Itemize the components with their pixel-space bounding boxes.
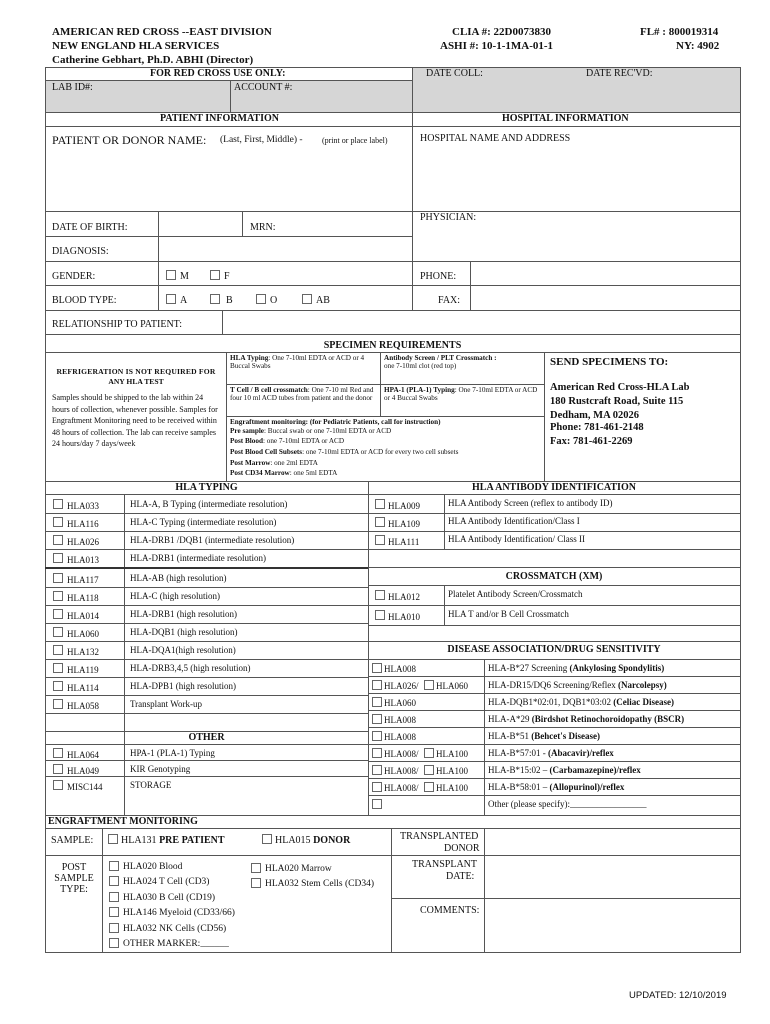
crossmatch-requirement: T Cell / B cell crossmatch: One 7-10 ml Red and four 10 ml ACD tubes from patient and the donor xyxy=(230,386,374,403)
donor-checkbox[interactable] xyxy=(262,834,272,844)
hla-typing-divider xyxy=(45,567,368,569)
disease-checkbox-secondary[interactable] xyxy=(424,782,434,792)
post-sample-checkbox[interactable] xyxy=(109,923,119,933)
grid-line xyxy=(368,567,740,568)
grid-line xyxy=(368,625,740,626)
grid-line xyxy=(45,623,368,624)
grid-line xyxy=(368,513,740,514)
hla-typing-code: HLA118 xyxy=(67,593,99,603)
org-name: AMERICAN RED CROSS --EAST DIVISION xyxy=(52,26,272,38)
disease-code: HLA008 xyxy=(384,715,416,725)
grid-line xyxy=(45,659,368,660)
other-code: HLA049 xyxy=(67,766,99,776)
disease-code: HLA008/ xyxy=(384,766,419,776)
blood-a-label: A xyxy=(180,295,188,306)
hla-typing-requirement: HLA Typing: One 7-10ml EDTA or ACD or 4 Buccal Swabs xyxy=(230,354,365,371)
antibody-id-code: HLA111 xyxy=(388,537,420,547)
grid-line xyxy=(45,587,368,588)
antibody-id-desc: HLA Antibody Screen (reflex to antibody ID) xyxy=(448,498,613,508)
disease-code-secondary: HLA100 xyxy=(436,766,468,776)
gender-m-label: M xyxy=(180,271,189,282)
physician-label: PHYSICIAN: xyxy=(420,212,477,223)
grid-line xyxy=(368,531,740,532)
transplanted-donor-label1: TRANSPLANTED xyxy=(400,831,479,842)
patient-name-field[interactable] xyxy=(50,150,408,208)
hla-typing-checkbox[interactable] xyxy=(53,663,63,673)
specimen-title: SPECIMEN REQUIREMENTS xyxy=(323,340,462,351)
hla-typing-checkbox[interactable] xyxy=(53,645,63,655)
grid-line xyxy=(368,744,740,745)
fax-label: FAX: xyxy=(438,295,461,306)
other-checkbox[interactable] xyxy=(53,780,63,790)
grid-line xyxy=(45,549,368,550)
mrn-field[interactable] xyxy=(284,213,410,235)
account-label: ACCOUNT #: xyxy=(234,82,293,93)
disease-code: HLA026/ xyxy=(384,681,419,691)
hla-typing-desc: HLA-DQA1(high resolution) xyxy=(130,645,236,655)
post-sample-label3: TYPE: xyxy=(60,884,88,895)
grid-line xyxy=(45,695,368,696)
disease-code-secondary: HLA100 xyxy=(436,749,468,759)
grid-line xyxy=(45,760,368,761)
disease-checkbox[interactable] xyxy=(372,782,382,792)
physician-field[interactable] xyxy=(490,213,736,259)
grid-line xyxy=(368,693,740,694)
grid-line xyxy=(368,727,740,728)
crossmatch-title: CROSSMATCH (XM) xyxy=(505,571,603,582)
blood-o-label: O xyxy=(270,295,278,306)
grid-line xyxy=(368,795,740,796)
hla-typing-code: HLA116 xyxy=(67,519,99,529)
hospital-info-title: HOSPITAL INFORMATION xyxy=(502,113,629,124)
grid-line xyxy=(45,713,368,714)
hla-typing-desc: HLA-DRB3,4,5 (high resolution) xyxy=(130,663,251,673)
hla-typing-code: HLA033 xyxy=(67,501,99,511)
gender-label: GENDER: xyxy=(52,271,96,282)
post-sample-item: HLA032 NK Cells (CD56) xyxy=(123,923,227,934)
lab-id-label: LAB ID#: xyxy=(52,82,93,93)
gender-f-checkbox[interactable] xyxy=(210,270,220,280)
ny-number: NY: 4902 xyxy=(676,40,720,52)
grid-line xyxy=(45,513,368,514)
disease-desc: HLA-B*15:02 – (Carbamazepine)/reflex xyxy=(488,765,641,775)
antibody-id-desc: HLA Antibody Identification/ Class II xyxy=(448,534,585,544)
relationship-field[interactable] xyxy=(224,312,736,332)
hla-typing-checkbox[interactable] xyxy=(53,573,63,583)
grid-line xyxy=(368,710,740,711)
grid-line xyxy=(45,776,368,777)
disease-desc: HLA-B*57:01 - (Abacavir)/reflex xyxy=(488,748,614,758)
hla-typing-desc: HLA-DRB1 (high resolution) xyxy=(130,609,237,619)
fl-number: FL# : 800019314 xyxy=(640,26,719,38)
phone-field[interactable] xyxy=(472,263,736,283)
hla-typing-code: HLA119 xyxy=(67,665,99,675)
hospital-name-field[interactable] xyxy=(416,148,736,206)
ashi-number: ASHI #: 10-1-1MA-01-1 xyxy=(440,40,554,52)
hla-typing-checkbox[interactable] xyxy=(53,553,63,563)
disease-checkbox[interactable] xyxy=(372,765,382,775)
patient-name-hint: (Last, First, Middle) - xyxy=(220,135,303,145)
cell-subsets-requirement: Post Blood Cell Subsets: one 7-10ml EDTA or ACD for every two cell subsets xyxy=(230,448,459,456)
transplant-date-label2: DATE: xyxy=(446,871,475,882)
disease-code: HLA008 xyxy=(384,732,416,742)
send-phone: Phone: 781-461-2148 xyxy=(550,422,644,433)
date-coll-field[interactable] xyxy=(414,82,574,110)
antibody-id-checkbox[interactable] xyxy=(375,535,385,545)
disease-code-secondary: HLA100 xyxy=(436,783,468,793)
clia-number: CLIA #: 22D0073830 xyxy=(452,26,552,38)
grid-line xyxy=(368,605,740,606)
disease-checkbox-secondary[interactable] xyxy=(424,680,434,690)
red-cross-use-title: FOR RED CROSS USE ONLY: xyxy=(150,68,286,79)
hla-typing-checkbox[interactable] xyxy=(53,499,63,509)
hpa-requirement: HPA-1 (PLA-1) Typing: One 7-10ml EDTA or ACD or 4 Buccal Swabs xyxy=(384,386,538,403)
grid-line xyxy=(45,605,368,606)
post-sample-checkbox[interactable] xyxy=(109,876,119,886)
hla-typing-desc: HLA-AB (high resolution) xyxy=(130,573,227,583)
other-desc: KIR Genotyping xyxy=(130,764,191,774)
disease-code: HLA060 xyxy=(384,698,416,708)
grid-line xyxy=(368,676,740,677)
other-title: OTHER xyxy=(188,732,225,743)
refrigeration-title2: ANY HLA TEST xyxy=(108,377,164,386)
pre-sample-requirement: Pre sample: Buccal swab or one 7-10ml EDTA or ACD xyxy=(230,427,392,435)
crossmatch-desc: Platelet Antibody Screen/Crossmatch xyxy=(448,589,583,599)
disease-code: HLA008/ xyxy=(384,749,419,759)
antibody-id-code: HLA009 xyxy=(388,501,420,511)
hla-typing-desc: HLA-A, B Typing (intermediate resolution) xyxy=(130,499,288,509)
hla-typing-code: HLA014 xyxy=(67,611,99,621)
disease-checkbox-secondary[interactable] xyxy=(424,748,434,758)
post-marrow-requirement: Post Marrow: one 2ml EDTA xyxy=(230,459,318,467)
refrigeration-note: Samples should be shipped to the lab within 24 hours of collection, whenever possible. Samples for Engraftment Monitoring need to be received within 48 hours of collection. The lab can receive samples 24 hours/day 7 days/week xyxy=(52,393,218,449)
hla-typing-desc: HLA-DQB1 (high resolution) xyxy=(130,627,238,637)
diagnosis-label: DIAGNOSIS: xyxy=(52,246,109,257)
disease-desc: HLA-B*58:01 – (Allopurinol)/reflex xyxy=(488,782,625,792)
engraftment-requirement-title: Engraftment monitoring: (for Pediatric Patients, call for instruction) xyxy=(230,418,441,426)
patient-name-label: PATIENT OR DONOR NAME: xyxy=(52,133,207,147)
hla-typing-code: HLA026 xyxy=(67,537,99,547)
hla-typing-checkbox[interactable] xyxy=(53,591,63,601)
mrn-label: MRN: xyxy=(250,222,276,233)
disease-checkbox[interactable] xyxy=(372,680,382,690)
post-sample-checkbox[interactable] xyxy=(251,863,261,873)
blood-type-label: BLOOD TYPE: xyxy=(52,295,117,306)
hla-typing-checkbox[interactable] xyxy=(53,609,63,619)
cd34-requirement: Post CD34 Marrow: one 5ml EDTA xyxy=(230,469,338,477)
antibody-id-code: HLA109 xyxy=(388,519,420,529)
pre-patient-checkbox[interactable] xyxy=(108,834,118,844)
blood-b-label: B xyxy=(226,295,233,306)
account-field[interactable] xyxy=(300,82,408,110)
date-recvd-label: DATE REC'VD: xyxy=(586,68,653,79)
relationship-label: RELATIONSHIP TO PATIENT: xyxy=(52,319,183,330)
blood-a-checkbox[interactable] xyxy=(166,294,176,304)
crossmatch-desc: HLA T and/or B Cell Crossmatch xyxy=(448,609,569,619)
comments-field[interactable] xyxy=(486,900,738,950)
hla-typing-code: HLA013 xyxy=(67,555,99,565)
post-sample-item: HLA020 Marrow xyxy=(265,864,332,874)
send-fax: Fax: 781-461-2269 xyxy=(550,436,633,447)
lab-id-field[interactable] xyxy=(100,82,226,110)
grid-line xyxy=(45,677,368,678)
disease-checkbox[interactable] xyxy=(372,714,382,724)
date-coll-label: DATE COLL: xyxy=(426,68,483,79)
hla-typing-code: HLA117 xyxy=(67,575,99,585)
antibody-id-checkbox[interactable] xyxy=(375,499,385,509)
comments-label: COMMENTS: xyxy=(420,905,480,916)
hla-typing-code: HLA132 xyxy=(67,647,99,657)
disease-code: HLA008 xyxy=(384,664,416,674)
transplanted-donor-field[interactable] xyxy=(486,830,738,853)
hla-typing-code: HLA114 xyxy=(67,683,99,693)
post-sample-item: HLA032 Stem Cells (CD34) xyxy=(265,879,374,890)
phone-label: PHONE: xyxy=(420,271,457,282)
antibody-id-title: HLA ANTIBODY IDENTIFICATION xyxy=(472,482,636,493)
blood-ab-checkbox[interactable] xyxy=(302,294,312,304)
send-address2: Dedham, MA 02026 xyxy=(550,410,639,421)
hla-typing-desc: HLA-DRB1 (intermediate resolution) xyxy=(130,553,266,563)
hospital-name-label: HOSPITAL NAME AND ADDRESS xyxy=(420,133,571,144)
post-sample-item: HLA020 Blood xyxy=(123,862,183,872)
other-checkbox[interactable] xyxy=(53,748,63,758)
org-service: NEW ENGLAND HLA SERVICES xyxy=(52,40,220,52)
antibody-requirement: Antibody Screen / PLT Crossmatch : one 7-10ml clot (red top) xyxy=(384,354,497,371)
org-director: Catherine Gebhart, Ph.D. ABHI (Director) xyxy=(52,54,254,66)
crossmatch-code: HLA012 xyxy=(388,592,420,602)
hla-typing-checkbox[interactable] xyxy=(53,699,63,709)
post-sample-item: OTHER MARKER:______ xyxy=(123,939,229,949)
hla-typing-title: HLA TYPING xyxy=(175,482,238,493)
blood-ab-label: AB xyxy=(316,295,330,306)
grid-line xyxy=(45,641,368,642)
post-sample-checkbox[interactable] xyxy=(109,892,119,902)
blood-b-checkbox[interactable] xyxy=(210,294,220,304)
refrigeration-title: REFRIGERATION IS NOT REQUIRED FOR xyxy=(56,367,216,376)
disease-desc: HLA-DQB1*02:01, DQB1*03:02 (Celiac Disease) xyxy=(488,697,674,707)
post-blood-requirement: Post Blood: one 7-10ml EDTA or ACD xyxy=(230,437,345,445)
disease-desc: HLA-B*51 (Behcet's Disease) xyxy=(488,731,600,741)
grid-line xyxy=(45,531,368,532)
other-code: HLA064 xyxy=(67,750,99,760)
send-specimens-title: SEND SPECIMENS TO: xyxy=(550,356,669,368)
hla-typing-code: HLA060 xyxy=(67,629,99,639)
other-checkbox[interactable] xyxy=(53,764,63,774)
grid-line xyxy=(368,761,740,762)
grid-line xyxy=(368,549,740,550)
transplant-date-label1: TRANSPLANT xyxy=(412,859,478,870)
other-desc: STORAGE xyxy=(130,780,172,790)
grid-line xyxy=(368,778,740,779)
hla-typing-desc: HLA-C Typing (intermediate resolution) xyxy=(130,517,277,527)
post-sample-checkbox[interactable] xyxy=(109,861,119,871)
hla-typing-checkbox[interactable] xyxy=(53,517,63,527)
hla-typing-code: HLA058 xyxy=(67,701,99,711)
post-sample-checkbox[interactable] xyxy=(109,938,119,948)
hla-typing-desc: HLA-C (high resolution) xyxy=(130,591,220,601)
disease-checkbox[interactable] xyxy=(372,731,382,741)
engraftment-title: ENGRAFTMENT MONITORING xyxy=(48,816,198,827)
post-sample-checkbox[interactable] xyxy=(109,907,119,917)
gender-f-label: F xyxy=(224,271,230,282)
patient-info-title: PATIENT INFORMATION xyxy=(160,113,279,124)
donor-label: HLA015 DONOR xyxy=(275,835,351,846)
dob-label: DATE OF BIRTH: xyxy=(52,222,128,233)
disease-checkbox[interactable] xyxy=(372,663,382,673)
sample-label: SAMPLE: xyxy=(51,835,94,846)
gender-m-checkbox[interactable] xyxy=(166,270,176,280)
grid-line xyxy=(45,744,368,745)
grid-line xyxy=(368,659,740,660)
disease-other-specify: Other (please specify):_________________ xyxy=(488,799,647,809)
diagnosis-field[interactable] xyxy=(160,238,410,260)
hla-typing-desc: Transplant Work-up xyxy=(130,699,203,709)
fax-field[interactable] xyxy=(472,287,736,307)
post-sample-item: HLA030 B Cell (CD19) xyxy=(123,892,216,903)
post-sample-label2: SAMPLE xyxy=(54,873,94,884)
hla-typing-checkbox[interactable] xyxy=(53,627,63,637)
send-org: American Red Cross-HLA Lab xyxy=(550,382,690,393)
crossmatch-checkbox[interactable] xyxy=(375,590,385,600)
date-recvd-field[interactable] xyxy=(576,82,738,110)
disease-code: HLA008/ xyxy=(384,783,419,793)
hla-typing-desc: HLA-DRB1 /DQB1 (intermediate resolution) xyxy=(130,535,295,545)
send-address1: 180 Rustcraft Road, Suite 115 xyxy=(550,396,684,407)
pre-patient-label: HLA131 PRE PATIENT xyxy=(121,835,225,846)
disease-checkbox[interactable] xyxy=(372,748,382,758)
hla-typing-desc: HLA-DPB1 (high resolution) xyxy=(130,681,236,691)
crossmatch-checkbox[interactable] xyxy=(375,610,385,620)
patient-name-hint2: (print or place label) xyxy=(322,136,388,145)
dob-field[interactable] xyxy=(160,213,240,235)
grid-line xyxy=(368,641,740,642)
disease-desc: HLA-B*27 Screening (Ankylosing Spondylitis) xyxy=(488,663,665,673)
transplanted-donor-label2: DONOR xyxy=(444,843,480,854)
post-sample-checkbox[interactable] xyxy=(251,878,261,888)
disease-title: DISEASE ASSOCIATION/DRUG SENSITIVITY xyxy=(447,644,661,655)
disease-desc: HLA-DR15/DQ6 Screening/Reflex (Narcolepsy) xyxy=(488,680,667,690)
disease-code-secondary: HLA060 xyxy=(436,681,468,691)
post-sample-label1: POST xyxy=(61,862,87,873)
antibody-id-desc: HLA Antibody Identification/Class I xyxy=(448,516,580,526)
post-sample-item: HLA146 Myeloid (CD33/66) xyxy=(123,908,235,919)
disease-checkbox-secondary[interactable] xyxy=(424,765,434,775)
hla-typing-checkbox[interactable] xyxy=(53,535,63,545)
blood-o-checkbox[interactable] xyxy=(256,294,266,304)
disease-checkbox[interactable] xyxy=(372,697,382,707)
other-code: MISC144 xyxy=(67,782,103,792)
disease-other-checkbox[interactable] xyxy=(372,799,382,809)
grid-line xyxy=(368,585,740,586)
updated-date: UPDATED: 12/10/2019 xyxy=(629,990,727,1001)
antibody-id-checkbox[interactable] xyxy=(375,517,385,527)
post-sample-item: HLA024 T Cell (CD3) xyxy=(123,877,210,888)
transplant-date-field[interactable] xyxy=(486,857,738,896)
crossmatch-code: HLA010 xyxy=(388,612,420,622)
disease-desc: HLA-A*29 (Birdshot Retinochoroidopathy (BSCR) xyxy=(488,714,685,724)
other-desc: HPA-1 (PLA-1) Typing xyxy=(130,748,215,758)
hla-typing-checkbox[interactable] xyxy=(53,681,63,691)
